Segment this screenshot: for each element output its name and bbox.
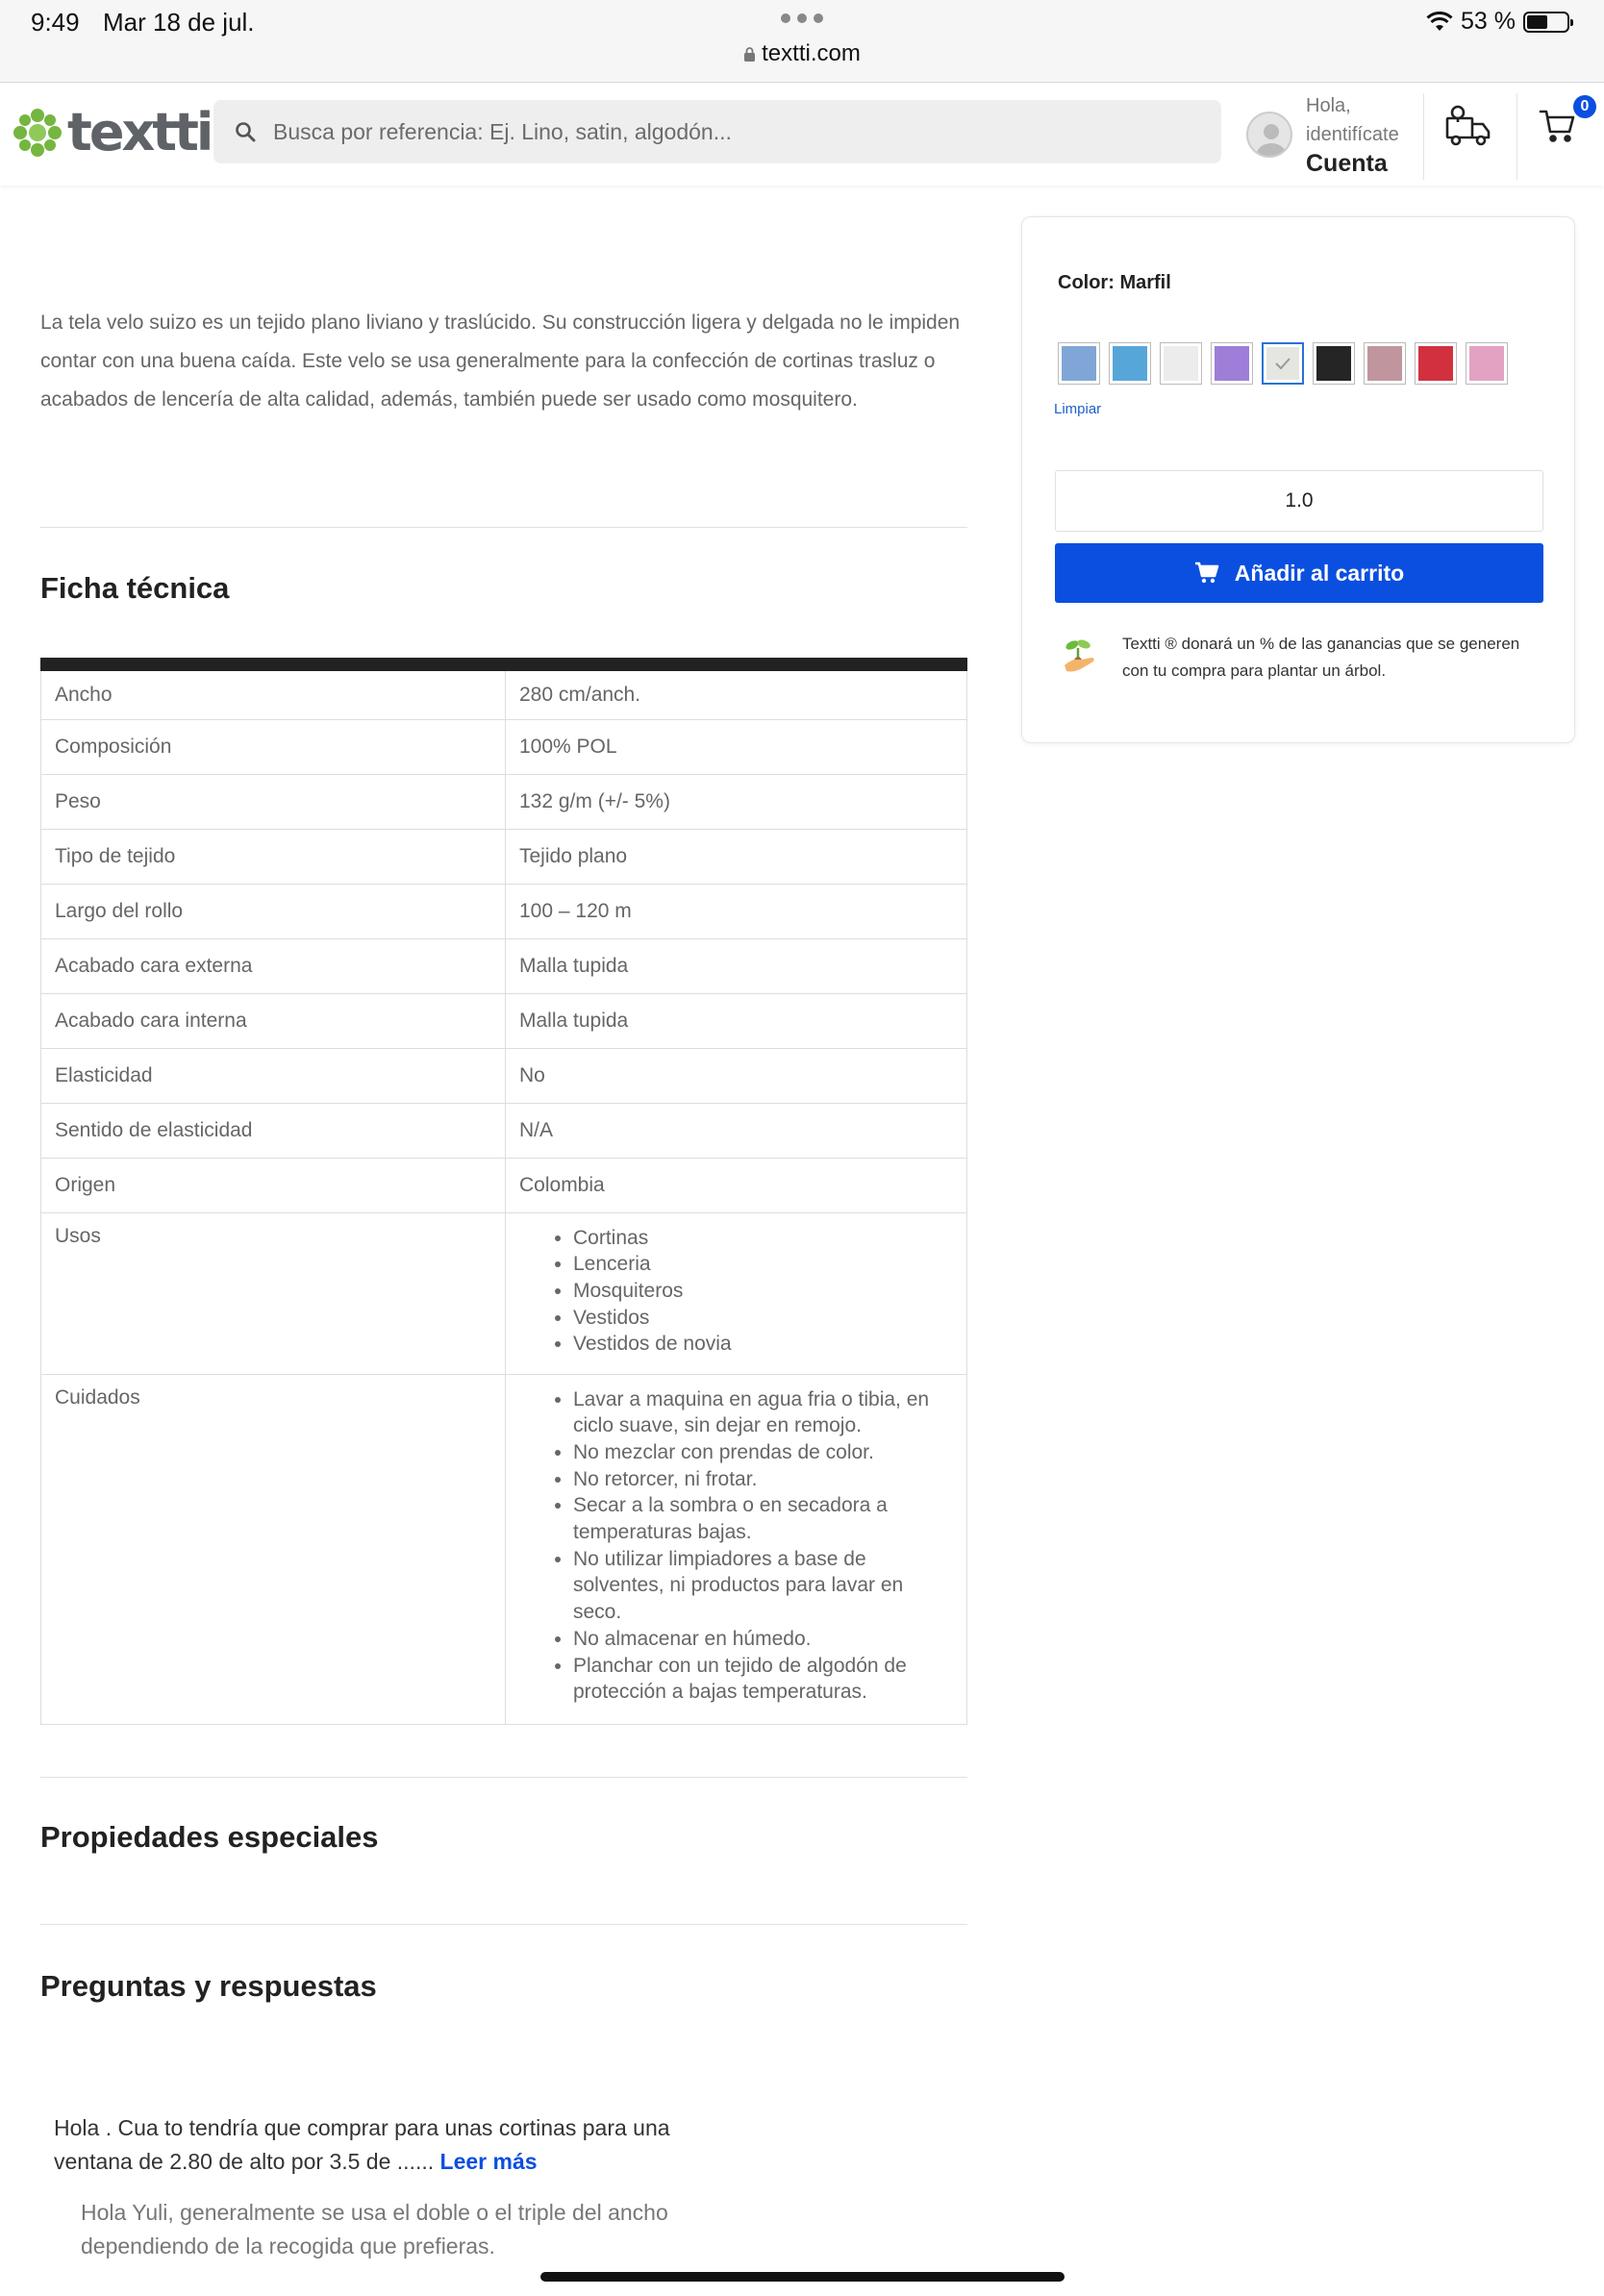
section-divider [40, 527, 967, 528]
qa-answer: Hola Yuli, generalmente se usa el doble o el triple del ancho dependiendo de la recogida que prefieras. [81, 2200, 668, 2259]
greeting-line1: Hola, [1306, 95, 1351, 116]
color-swatches [1058, 342, 1508, 385]
spec-key: Origen [41, 1158, 506, 1212]
list-item: • Mosquiteros [573, 1278, 953, 1305]
section-divider [40, 1777, 967, 1778]
list-item: • Lenceria [573, 1251, 953, 1278]
spec-key: Ancho [41, 664, 506, 719]
browser-menu-dots-icon[interactable] [781, 13, 823, 23]
spec-value-list [506, 1212, 967, 1374]
spec-row [41, 993, 967, 1048]
list-item: • Lavar a maquina en agua fria o tibia, en ciclo suave, sin dejar en remojo. [573, 1386, 953, 1439]
spec-value: Colombia [506, 1158, 967, 1212]
read-more-link[interactable]: Leer más [439, 2149, 538, 2174]
spec-key: Acabado cara externa [41, 938, 506, 993]
color-label-text: Color [1058, 272, 1109, 293]
ficha-tecnica-title: Ficha técnica [40, 571, 230, 605]
header-divider [1516, 93, 1517, 180]
wifi-icon [1426, 12, 1453, 33]
lock-icon [743, 47, 756, 62]
status-time: 9:49 [31, 8, 80, 37]
spec-value: 132 g/m (+/- 5%) [506, 774, 967, 829]
status-bar [0, 0, 1604, 83]
home-indicator[interactable] [540, 2272, 1065, 2282]
color-swatch-palo-rosa[interactable] [1364, 342, 1406, 385]
spec-value: 100% POL [506, 719, 967, 774]
battery-percent: 53 % [1461, 8, 1516, 35]
list-item: • Cortinas [573, 1225, 953, 1252]
spec-key: Composición [41, 719, 506, 774]
spec-table [40, 658, 967, 1725]
search-icon [235, 121, 256, 142]
spec-row [41, 1212, 967, 1374]
color-swatch-rosado[interactable] [1466, 342, 1508, 385]
product-description: La tela velo suizo es un tejido plano liviano y traslúcido. Su construcción ligera y delgada no le impiden contar con una buena caída. Este velo se usa generalmente para la confección de cortinas trasluz o acabados de lencería de alta calidad, además, también puede ser usado como mosquitero. [40, 312, 961, 411]
product-purchase-card [1021, 216, 1575, 743]
status-indicators [1426, 8, 1569, 36]
spec-value: N/A [506, 1103, 967, 1158]
color-swatch-azul-cielo[interactable] [1109, 342, 1151, 385]
cart-count-badge: 0 [1573, 95, 1596, 118]
logo-flower-icon [12, 107, 63, 159]
delivery-truck-icon[interactable] [1444, 103, 1492, 149]
spec-value-list [506, 1374, 967, 1724]
preguntas-respuestas-title[interactable]: Preguntas y respuestas [40, 1969, 377, 2003]
color-swatch-azul-claro[interactable] [1058, 342, 1100, 385]
url-text: textti.com [762, 40, 861, 66]
address-bar[interactable] [0, 40, 1604, 67]
spec-row [41, 719, 967, 774]
check-icon [1274, 357, 1291, 370]
color-swatch-blanco[interactable] [1160, 342, 1202, 385]
spec-value: Malla tupida [506, 938, 967, 993]
list-item: • No mezclar con prendas de color. [573, 1439, 953, 1466]
header-divider [1423, 93, 1424, 180]
search-bar[interactable] [213, 100, 1221, 163]
clear-color-link[interactable]: Limpiar [1054, 401, 1102, 417]
spec-value: Malla tupida [506, 993, 967, 1048]
spec-key: Sentido de elasticidad [41, 1103, 506, 1158]
list-item: • Vestidos de novia [573, 1331, 953, 1358]
spec-row [41, 938, 967, 993]
add-to-cart-button[interactable] [1055, 543, 1543, 603]
spec-row [41, 1158, 967, 1212]
list-item: • Planchar con un tejido de algodón de protección a bajas temperaturas. [573, 1653, 953, 1706]
spec-value: No [506, 1048, 967, 1103]
qa-question [54, 2111, 727, 2179]
spec-value: 100 – 120 m [506, 884, 967, 938]
spec-row [41, 774, 967, 829]
question-text: Hola . Cua to tendría que comprar para unas cortinas para una ventana de 2.80 de alto por 3.5 de ...... [54, 2115, 670, 2174]
spec-row [41, 664, 967, 719]
spec-row [41, 1103, 967, 1158]
selected-color-value: Marfil [1119, 272, 1171, 293]
spec-key: Elasticidad [41, 1048, 506, 1103]
quantity-input[interactable] [1055, 470, 1543, 532]
spec-key: Acabado cara interna [41, 993, 506, 1048]
textti-logo[interactable] [12, 102, 212, 162]
plant-in-hand-icon [1061, 636, 1099, 677]
spec-row [41, 1048, 967, 1103]
donation-message: Textti ® donará un % de las ganancias que se generen con tu compra para plantar un árbol. [1122, 635, 1520, 680]
spec-value: 280 cm/anch. [506, 664, 967, 719]
search-input[interactable] [273, 119, 1139, 145]
account-label: Cuenta [1306, 150, 1388, 177]
section-divider [40, 1924, 967, 1925]
spec-key: Usos [41, 1212, 506, 1374]
color-swatch-lila[interactable] [1211, 342, 1253, 385]
account-link[interactable] [1246, 91, 1399, 178]
shopping-cart-icon[interactable] [1539, 107, 1577, 145]
battery-icon [1523, 12, 1569, 33]
status-date: Mar 18 de jul. [103, 8, 255, 37]
spec-row [41, 829, 967, 884]
spec-key: Tipo de tejido [41, 829, 506, 884]
add-to-cart-label: Añadir al carrito [1234, 560, 1405, 586]
spec-row [41, 884, 967, 938]
list-item: • No utilizar limpiadores a base de solventes, ni productos para lavar en seco. [573, 1546, 953, 1626]
color-swatch-rojo[interactable] [1415, 342, 1457, 385]
list-item: • No retorcer, ni frotar. [573, 1466, 953, 1493]
spec-value: Tejido plano [506, 829, 967, 884]
spec-key: Cuidados [41, 1374, 506, 1724]
spec-row [41, 1374, 967, 1724]
greeting-line2: identifícate [1306, 124, 1399, 145]
cart-icon [1194, 562, 1219, 585]
list-item: • Secar a la sombra o en secadora a temperaturas bajas. [573, 1492, 953, 1545]
color-label: Color: Marfil [1058, 272, 1171, 293]
spec-key: Largo del rollo [41, 884, 506, 938]
list-item: • Vestidos [573, 1305, 953, 1332]
spec-key: Peso [41, 774, 506, 829]
color-swatch-negro[interactable] [1313, 342, 1355, 385]
logo-wordmark: textti [67, 102, 212, 162]
color-swatch-marfil[interactable] [1262, 342, 1304, 385]
list-item: • No almacenar en húmedo. [573, 1626, 953, 1653]
propiedades-especiales-title[interactable]: Propiedades especiales [40, 1820, 379, 1854]
site-header [0, 84, 1604, 186]
user-avatar-icon [1246, 112, 1292, 158]
